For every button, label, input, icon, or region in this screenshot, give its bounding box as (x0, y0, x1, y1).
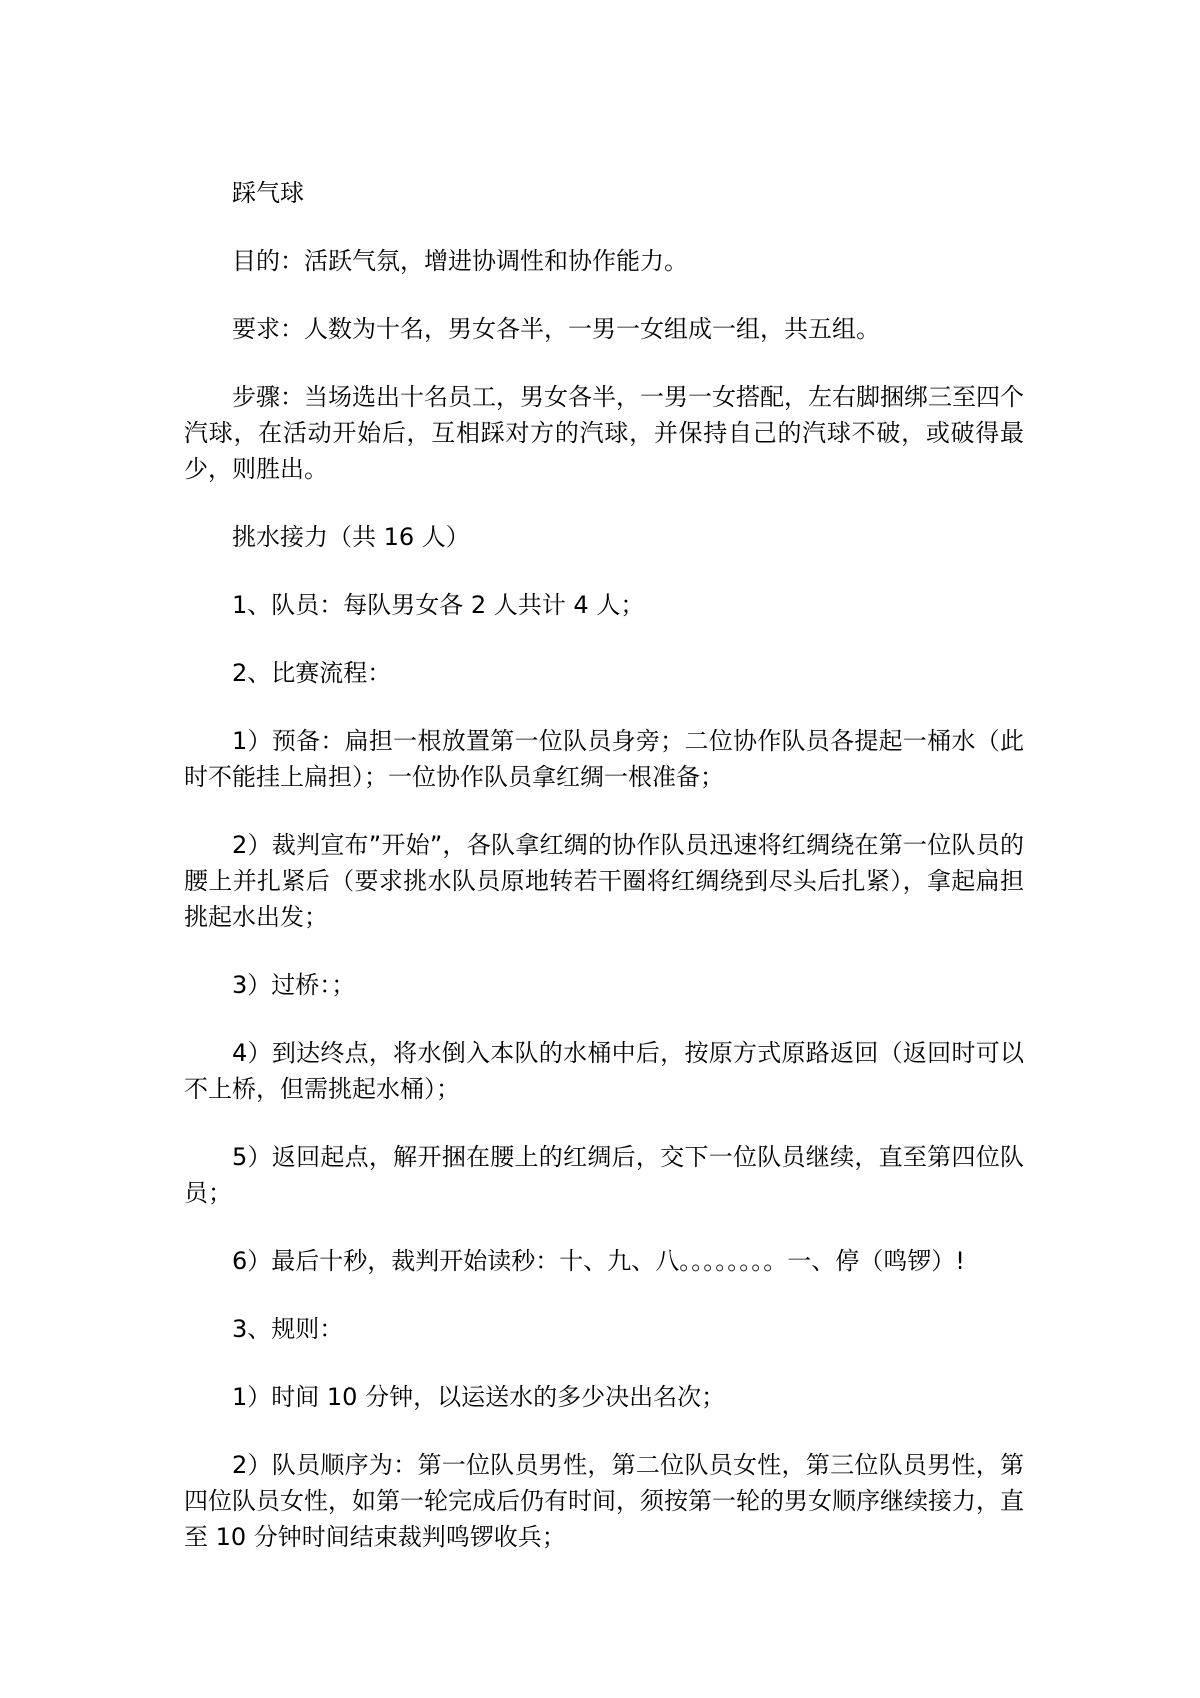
section-title-relay: 挑水接力（共 16 人） (232, 523, 470, 551)
section-title-balloon: 踩气球 (232, 179, 304, 207)
paragraph-process-step-2: 2）裁判宣布”开始”，各队拿红绸的协作队员迅速将红绸绕在第一位队员的腰上并扎紧后（要求挑水队员原地转若干圈将红绸绕到尽头后扎紧），拿起扁担挑起水出发； (184, 831, 1024, 931)
document-body (184, 175, 1024, 1587)
paragraph-purpose: 目的：活跃气氛，增进协调性和协作能力。 (232, 247, 688, 275)
paragraph-rule-2: 2）队员顺序为：第一位队员男性，第二位队员女性，第三位队员男性，第四位队员女性，如第一轮完成后仍有时间，须按第一轮的男女顺序继续接力，直至 10 分钟时间结束裁判鸣锣收兵； (184, 1451, 1024, 1551)
paragraph-process-step-3: 3）过桥：； (232, 971, 356, 999)
paragraph-process-heading: 2、比赛流程： (232, 659, 392, 687)
paragraph-steps: 步骤：当场选出十名员工，男女各半，一男一女搭配，左右脚捆绑三至四个汽球，在活动开始后，互相踩对方的汽球，并保持自己的汽球不破，或破得最少，则胜出。 (184, 383, 1024, 483)
paragraph-process-step-6: 6）最后十秒，裁判开始读秒：十、九、八。。。。。。。。一、停（鸣锣）! (232, 1247, 965, 1275)
paragraph-rule-1: 1）时间 10 分钟，以运送水的多少决出名次； (232, 1383, 726, 1411)
paragraph-requirement: 要求：人数为十名，男女各半，一男一女组成一组，共五组。 (232, 315, 880, 343)
paragraph-process-step-1: 1）预备：扁担一根放置第一位队员身旁；二位协作队员各提起一桶水（此时不能挂上扁担）；一位协作队员拿红绸一根准备； (184, 727, 1024, 791)
paragraph-process-step-5: 5）返回起点，解开捆在腰上的红绸后，交下一位队员继续，直至第四位队员； (184, 1143, 1024, 1207)
paragraph-rules-heading: 3、规则： (232, 1315, 344, 1343)
paragraph-team-members: 1、队员：每队男女各 2 人共计 4 人； (232, 591, 645, 619)
paragraph-process-step-4: 4）到达终点，将水倒入本队的水桶中后，按原方式原路返回（返回时可以不上桥，但需挑起水桶）； (184, 1039, 1024, 1103)
